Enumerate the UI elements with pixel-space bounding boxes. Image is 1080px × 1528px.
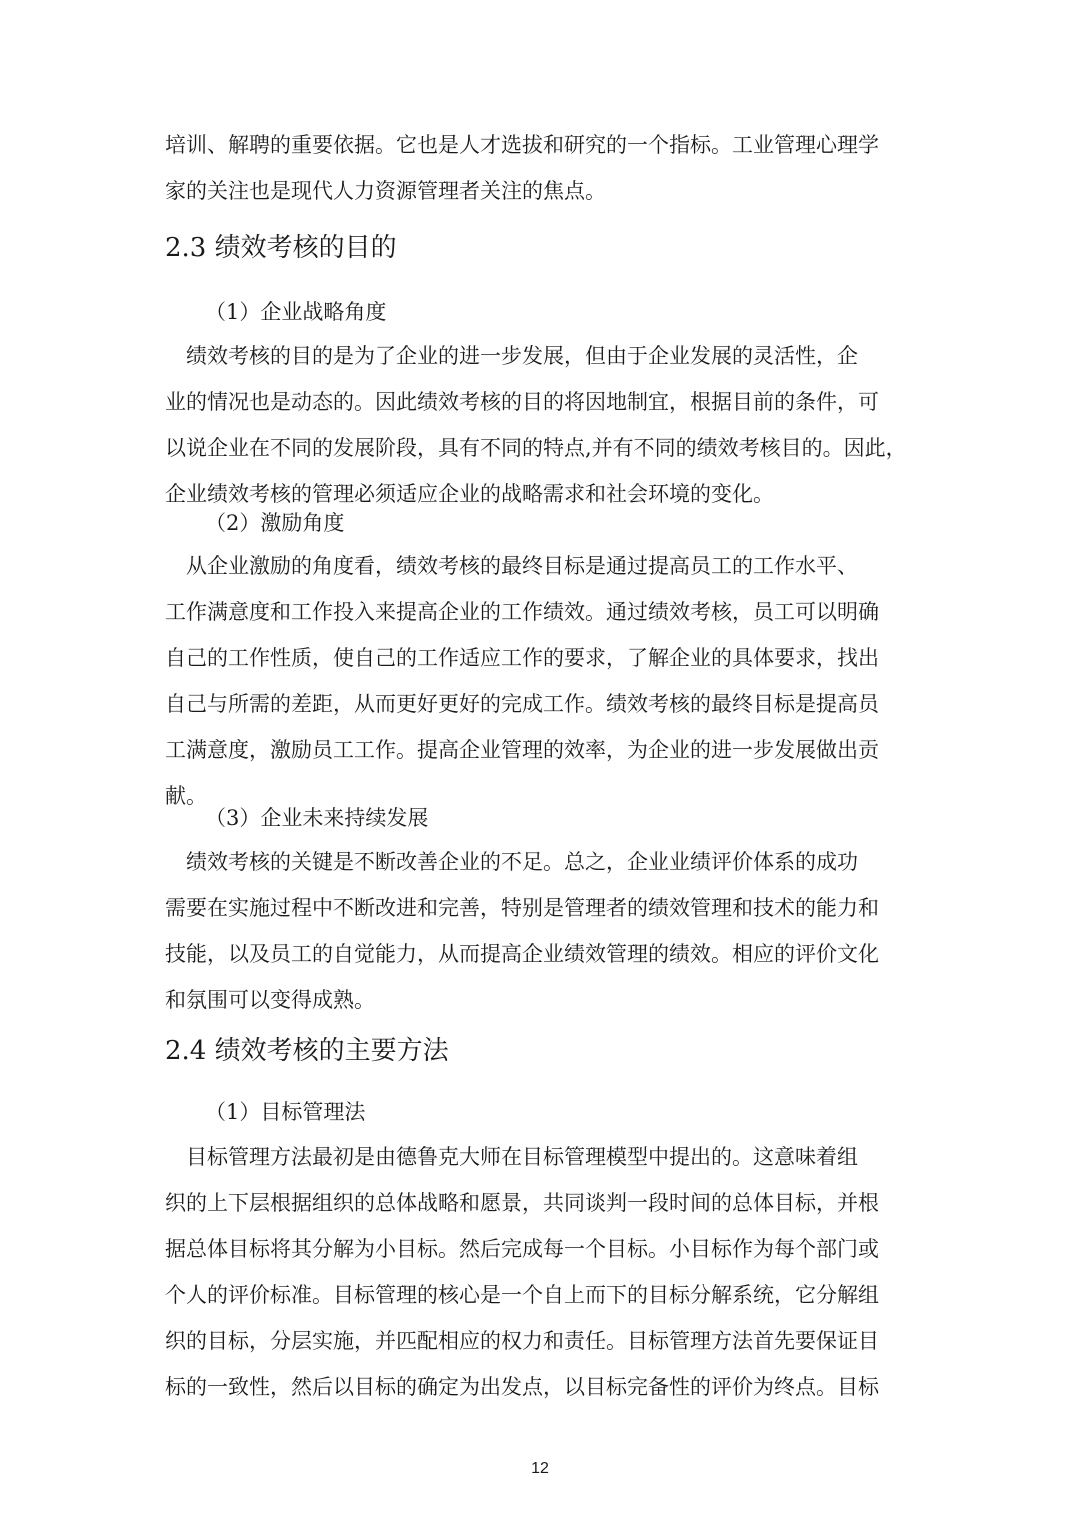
section-heading-2-3: 2.3 绩效考核的目的 xyxy=(165,233,397,263)
paragraph-strategy xyxy=(165,333,925,517)
item-label-sustainability: （3）企业未来持续发展 xyxy=(205,806,429,830)
paragraph-line: 绩效考核的关键是不断改善企业的不足。总之，企业业绩评价体系的成功 xyxy=(165,850,858,874)
paragraph-line: 从企业激励的角度看，绩效考核的最终目标是通过提高员工的工作水平、 xyxy=(165,554,858,578)
paragraph-line: 工满意度，激励员工工作。提高企业管理的效率，为企业的进一步发展做出贡 xyxy=(165,738,879,762)
paragraph-line: 以说企业在不同的发展阶段，具有不同的特点,并有不同的绩效考核目的。因此， xyxy=(165,436,907,460)
paragraph-line: 需要在实施过程中不断改进和完善，特别是管理者的绩效管理和技术的能力和 xyxy=(165,896,879,920)
intro-paragraph xyxy=(165,122,925,214)
paragraph-line: 工作满意度和工作投入来提高企业的工作绩效。通过绩效考核，员工可以明确 xyxy=(165,600,879,624)
paragraph-line: 目标管理方法最初是由德鲁克大师在目标管理模型中提出的。这意味着组 xyxy=(165,1145,858,1169)
paragraph-line: 织的目标，分层实施，并匹配相应的权力和责任。目标管理方法首先要保证目 xyxy=(165,1329,879,1353)
paragraph-line: 业的情况也是动态的。因此绩效考核的目的将因地制宜，根据目前的条件，可 xyxy=(165,390,879,414)
item-label-incentive: （2）激励角度 xyxy=(205,511,345,535)
paragraph-line: 企业绩效考核的管理必须适应企业的战略需求和社会环境的变化。 xyxy=(165,482,774,506)
section-heading-2-4: 2.4 绩效考核的主要方法 xyxy=(165,1036,449,1066)
paragraph-line: 自己与所需的差距，从而更好更好的完成工作。绩效考核的最终目标是提高员 xyxy=(165,692,879,716)
paragraph-sustainability xyxy=(165,839,925,1023)
paragraph-line: 绩效考核的目的是为了企业的进一步发展，但由于企业发展的灵活性，企 xyxy=(165,344,858,368)
paragraph-incentive xyxy=(165,543,925,819)
paragraph-line: 家的关注也是现代人力资源管理者关注的焦点。 xyxy=(165,179,606,203)
paragraph-line: 培训、解聘的重要依据。它也是人才选拔和研究的一个指标。工业管理心理学 xyxy=(165,133,879,157)
paragraph-line: 标的一致性，然后以目标的确定为出发点，以目标完备性的评价为终点。目标 xyxy=(165,1375,879,1399)
page-number: 12 xyxy=(531,1460,549,1477)
item-label-strategy: （1）企业战略角度 xyxy=(205,300,387,324)
paragraph-mbo xyxy=(165,1134,925,1410)
paragraph-line: 献。 xyxy=(165,784,207,808)
paragraph-line: 和氛围可以变得成熟。 xyxy=(165,988,375,1012)
paragraph-line: 自己的工作性质，使自己的工作适应工作的要求，了解企业的具体要求，找出 xyxy=(165,646,879,670)
item-label-mbo: （1）目标管理法 xyxy=(205,1100,366,1124)
paragraph-line: 个人的评价标准。目标管理的核心是一个自上而下的目标分解系统，它分解组 xyxy=(165,1283,879,1307)
paragraph-line: 技能，以及员工的自觉能力，从而提高企业绩效管理的绩效。相应的评价文化 xyxy=(165,942,879,966)
paragraph-line: 织的上下层根据组织的总体战略和愿景，共同谈判一段时间的总体目标，并根 xyxy=(165,1191,879,1215)
paragraph-line: 据总体目标将其分解为小目标。然后完成每一个目标。小目标作为每个部门或 xyxy=(165,1237,879,1261)
